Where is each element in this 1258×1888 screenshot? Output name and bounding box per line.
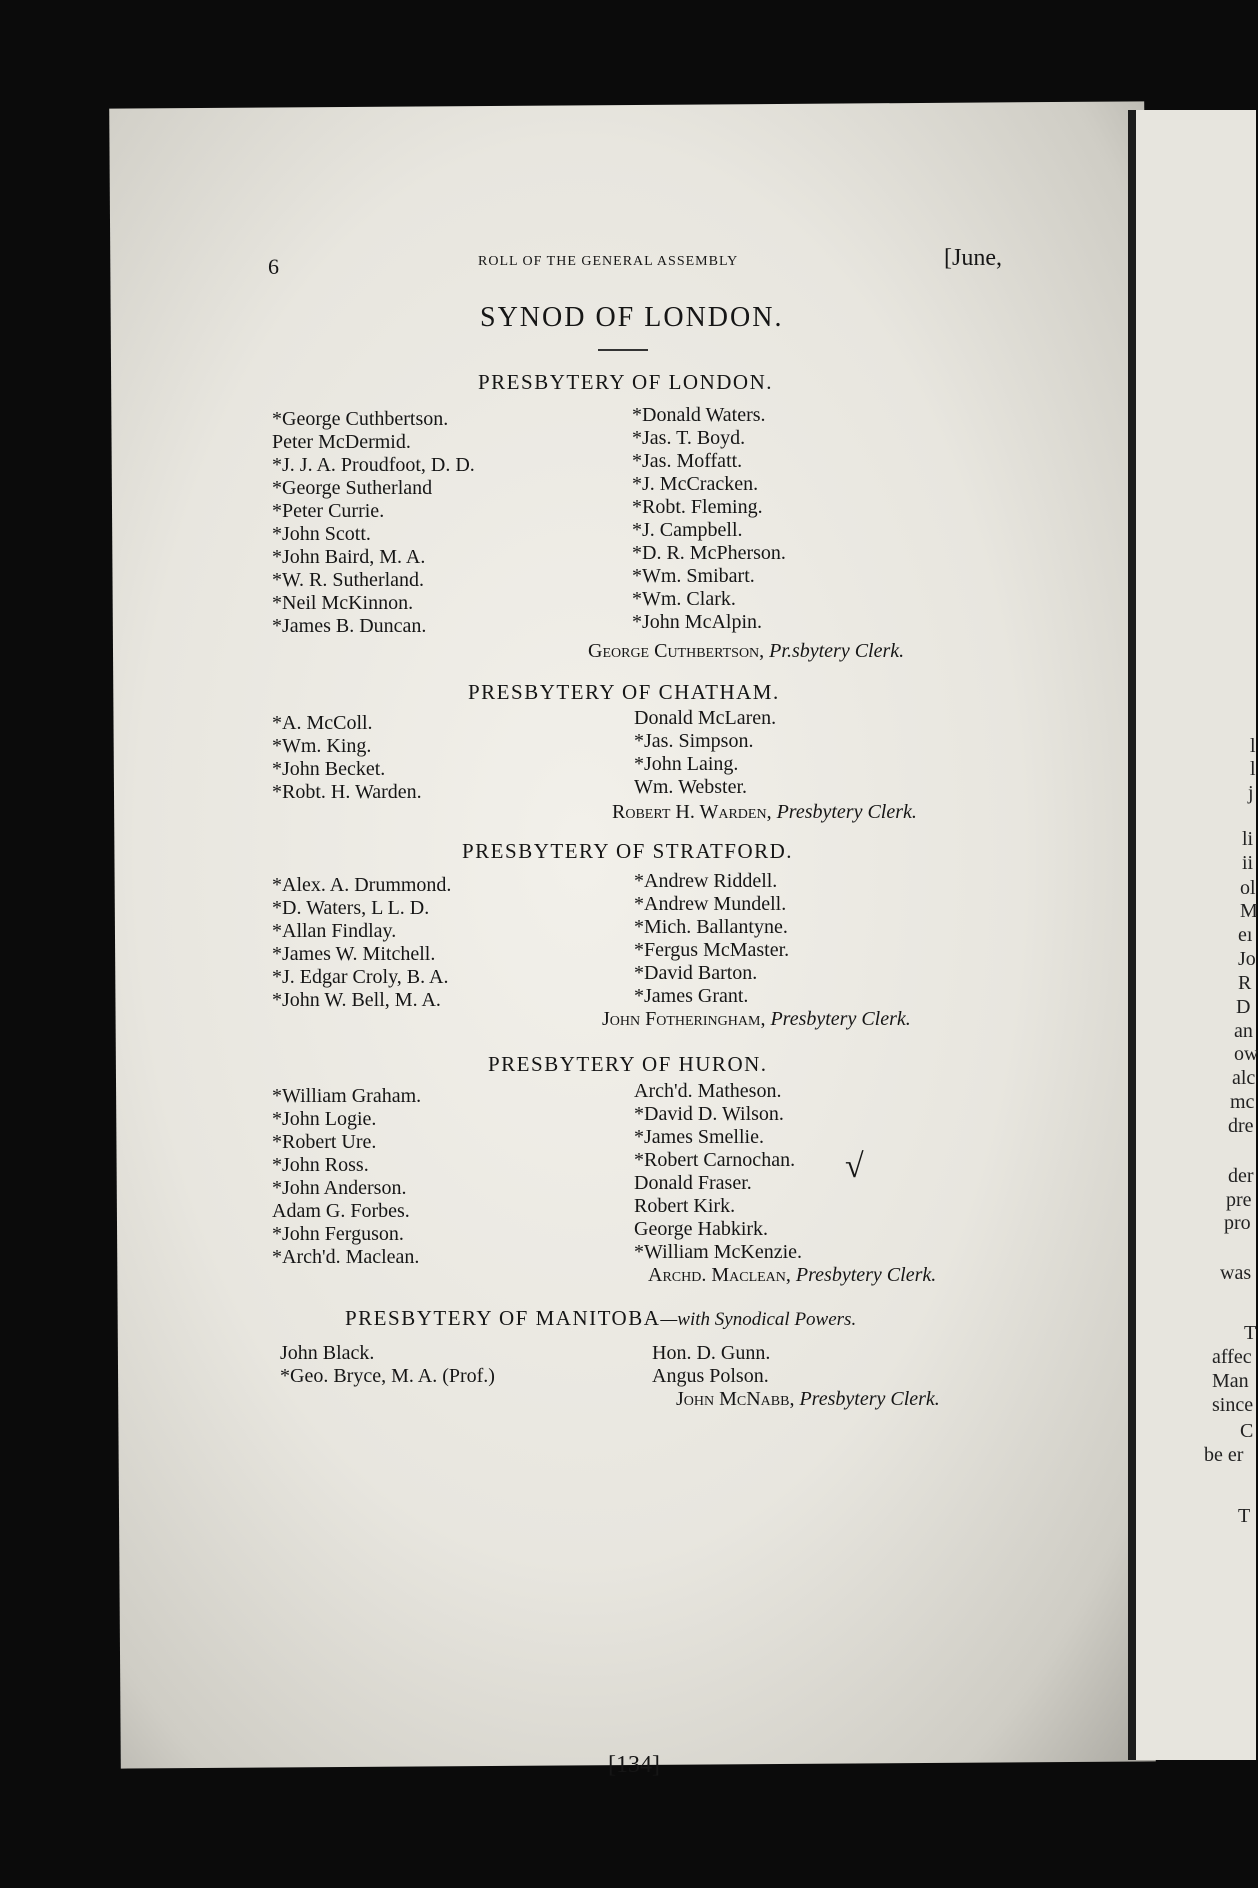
member-list-left <box>272 408 475 638</box>
synod-title: SYNOD OF LONDON. <box>480 302 784 333</box>
member-name: *David Barton. <box>634 962 758 984</box>
member-name: *A. McColl. <box>272 712 373 734</box>
page-number: 6 <box>268 254 279 279</box>
running-title: ROLL OF THE GENERAL ASSEMBLY <box>478 254 739 269</box>
member-name: *George Cuthbertson. <box>272 408 449 430</box>
clerk-name: Robert H. Warden, <box>612 801 772 823</box>
member-name: *Wm. King. <box>272 735 372 757</box>
member-name: *Geo. Bryce, M. A. (Prof.) <box>280 1365 495 1387</box>
member-list-right <box>634 870 789 1008</box>
member-list-left <box>280 1342 495 1388</box>
member-list-left <box>272 1085 421 1269</box>
facing-fragment: dre <box>1228 1115 1254 1137</box>
member-name: Hon. D. Gunn. <box>652 1342 771 1364</box>
member-name: Wm. Webster. <box>634 776 747 798</box>
member-name: *Andrew Mundell. <box>634 893 787 915</box>
member-name: *John Scott. <box>272 523 371 545</box>
facing-fragment: ol <box>1240 877 1256 899</box>
facing-fragment: C <box>1240 1420 1254 1442</box>
facing-fragment: li <box>1242 828 1254 850</box>
member-name: *James Smellie. <box>634 1126 764 1148</box>
member-name: *John Ross. <box>272 1154 369 1176</box>
member-name: Angus Polson. <box>652 1365 769 1387</box>
member-name: *John W. Bell, M. A. <box>272 989 441 1011</box>
clerk-name: John McNabb, <box>676 1388 795 1410</box>
presbytery-clerk <box>612 801 917 824</box>
facing-fragment: pro <box>1224 1212 1251 1234</box>
facing-fragment: affec <box>1212 1346 1252 1368</box>
member-list-right <box>652 1342 770 1388</box>
facing-fragment: D <box>1236 996 1251 1018</box>
facing-fragment: ow <box>1234 1043 1258 1065</box>
member-name: Donald Fraser. <box>634 1172 752 1194</box>
clerk-name: Archd. Maclean, <box>648 1264 791 1286</box>
member-name: Robert Kirk. <box>634 1195 736 1217</box>
presbytery-title-suffix: —with Synodical Powers. <box>660 1309 857 1330</box>
facing-fragment: j <box>1248 782 1254 804</box>
member-name: *James Grant. <box>634 985 749 1007</box>
facing-fragment: be er <box>1204 1444 1244 1466</box>
member-name: *Robt. H. Warden. <box>272 781 422 803</box>
member-name: *Alex. A. Drummond. <box>272 874 452 896</box>
member-name: *John Logie. <box>272 1108 377 1130</box>
member-name: *Jas. T. Boyd. <box>632 427 746 449</box>
clerk-name: George Cuthbertson, <box>588 640 765 662</box>
member-name: *W. R. Sutherland. <box>272 569 425 591</box>
member-list-right <box>632 404 786 634</box>
member-list-right <box>634 1080 802 1264</box>
member-name: *Wm. Clark. <box>632 588 736 610</box>
member-name: *D. Waters, L L. D. <box>272 897 430 919</box>
presbytery-clerk <box>648 1264 936 1287</box>
facing-fragment: pre <box>1226 1189 1252 1211</box>
facing-fragment: Jo <box>1238 948 1256 970</box>
member-list-right <box>634 707 776 799</box>
facing-fragment: R <box>1238 972 1252 994</box>
presbytery-title: PRESBYTERY OF HURON. <box>488 1052 768 1076</box>
facing-fragment: ii <box>1242 852 1254 874</box>
presbytery-title <box>345 1306 856 1331</box>
presbytery-title: PRESBYTERY OF LONDON. <box>478 370 774 394</box>
check-mark: √ <box>845 1148 864 1185</box>
member-name: *Robert Ure. <box>272 1131 377 1153</box>
facing-fragment: l <box>1250 758 1256 780</box>
presbytery-title-text: PRESBYTERY OF MANITOBA <box>345 1306 661 1330</box>
book-gutter <box>1128 110 1136 1760</box>
member-name: *J. J. A. Proudfoot, D. D. <box>272 454 475 476</box>
member-name: *John Baird, M. A. <box>272 546 426 568</box>
presbytery-clerk <box>676 1388 940 1411</box>
member-name: *Allan Findlay. <box>272 920 397 942</box>
member-name: *John Ferguson. <box>272 1223 404 1245</box>
facing-fragment: eı <box>1238 924 1253 946</box>
page-background <box>109 101 1156 1768</box>
facing-fragment: was <box>1220 1262 1252 1284</box>
member-name: *John Anderson. <box>272 1177 407 1199</box>
member-name: *Arch'd. Maclean. <box>272 1246 420 1268</box>
facing-fragment: der <box>1228 1165 1254 1187</box>
member-name: *John Becket. <box>272 758 386 780</box>
facing-fragment: mc <box>1230 1091 1255 1113</box>
member-name: *Donald Waters. <box>632 404 766 426</box>
member-name: John Black. <box>280 1342 375 1364</box>
facing-fragment: Man <box>1212 1370 1249 1392</box>
clerk-role: Pr.sbytery Clerk. <box>769 640 905 662</box>
facing-fragment: T <box>1244 1322 1257 1344</box>
member-name: Peter McDermid. <box>272 431 411 453</box>
clerk-role: Presbytery Clerk. <box>776 801 917 823</box>
facing-fragment: T <box>1238 1505 1251 1527</box>
member-name: *Fergus McMaster. <box>634 939 790 961</box>
member-name: *Peter Currie. <box>272 500 385 522</box>
header-date: [June, <box>944 245 1002 271</box>
clerk-name: John Fotheringham, <box>602 1008 766 1030</box>
member-name: *George Sutherland <box>272 477 433 499</box>
member-name: *D. R. McPherson. <box>632 542 786 564</box>
member-name: *James W. Mitchell. <box>272 943 436 965</box>
member-name: *J. McCracken. <box>632 473 759 495</box>
facing-fragment: since <box>1212 1394 1254 1416</box>
member-name: *Neil McKinnon. <box>272 592 414 614</box>
facing-fragment: alc <box>1232 1067 1256 1089</box>
member-name: *Jas. Moffatt. <box>632 450 743 472</box>
facing-fragment: l <box>1250 735 1256 757</box>
member-name: *John Laing. <box>634 753 739 775</box>
facing-fragment: an <box>1234 1020 1253 1042</box>
member-name: *J. Campbell. <box>632 519 743 541</box>
presbytery-clerk <box>602 1008 911 1031</box>
member-name: *James B. Duncan. <box>272 615 427 637</box>
clerk-role: Presbytery Clerk. <box>770 1008 911 1030</box>
member-name: Arch'd. Matheson. <box>634 1080 782 1102</box>
presbytery-title: PRESBYTERY OF CHATHAM. <box>468 680 780 704</box>
member-name: Adam G. Forbes. <box>272 1200 410 1222</box>
member-list-left <box>272 874 451 1012</box>
page-footer-number: [134] <box>608 1752 660 1778</box>
member-name: *Andrew Riddell. <box>634 870 778 892</box>
member-name: *William McKenzie. <box>634 1241 803 1263</box>
member-name: *Mich. Ballantyne. <box>634 916 788 938</box>
presbytery-title: PRESBYTERY OF STRATFORD. <box>462 839 794 863</box>
clerk-role: Presbytery Clerk. <box>799 1388 940 1410</box>
member-name: *William Graham. <box>272 1085 422 1107</box>
member-name: *Jas. Simpson. <box>634 730 754 752</box>
member-name: *David D. Wilson. <box>634 1103 784 1125</box>
member-name: George Habkirk. <box>634 1218 769 1240</box>
member-name: *Robt. Fleming. <box>632 496 763 518</box>
facing-fragment: M <box>1240 900 1258 922</box>
clerk-role: Presbytery Clerk. <box>795 1264 937 1286</box>
member-name: *John McAlpin. <box>632 611 762 633</box>
presbytery-clerk <box>588 640 904 663</box>
member-list-left <box>272 712 422 804</box>
member-name: *Robert Carnochan. <box>634 1149 796 1171</box>
member-name: *Wm. Smibart. <box>632 565 755 587</box>
title-rule <box>598 349 648 351</box>
member-name: *J. Edgar Croly, B. A. <box>272 966 449 988</box>
member-name: Donald McLaren. <box>634 707 777 729</box>
